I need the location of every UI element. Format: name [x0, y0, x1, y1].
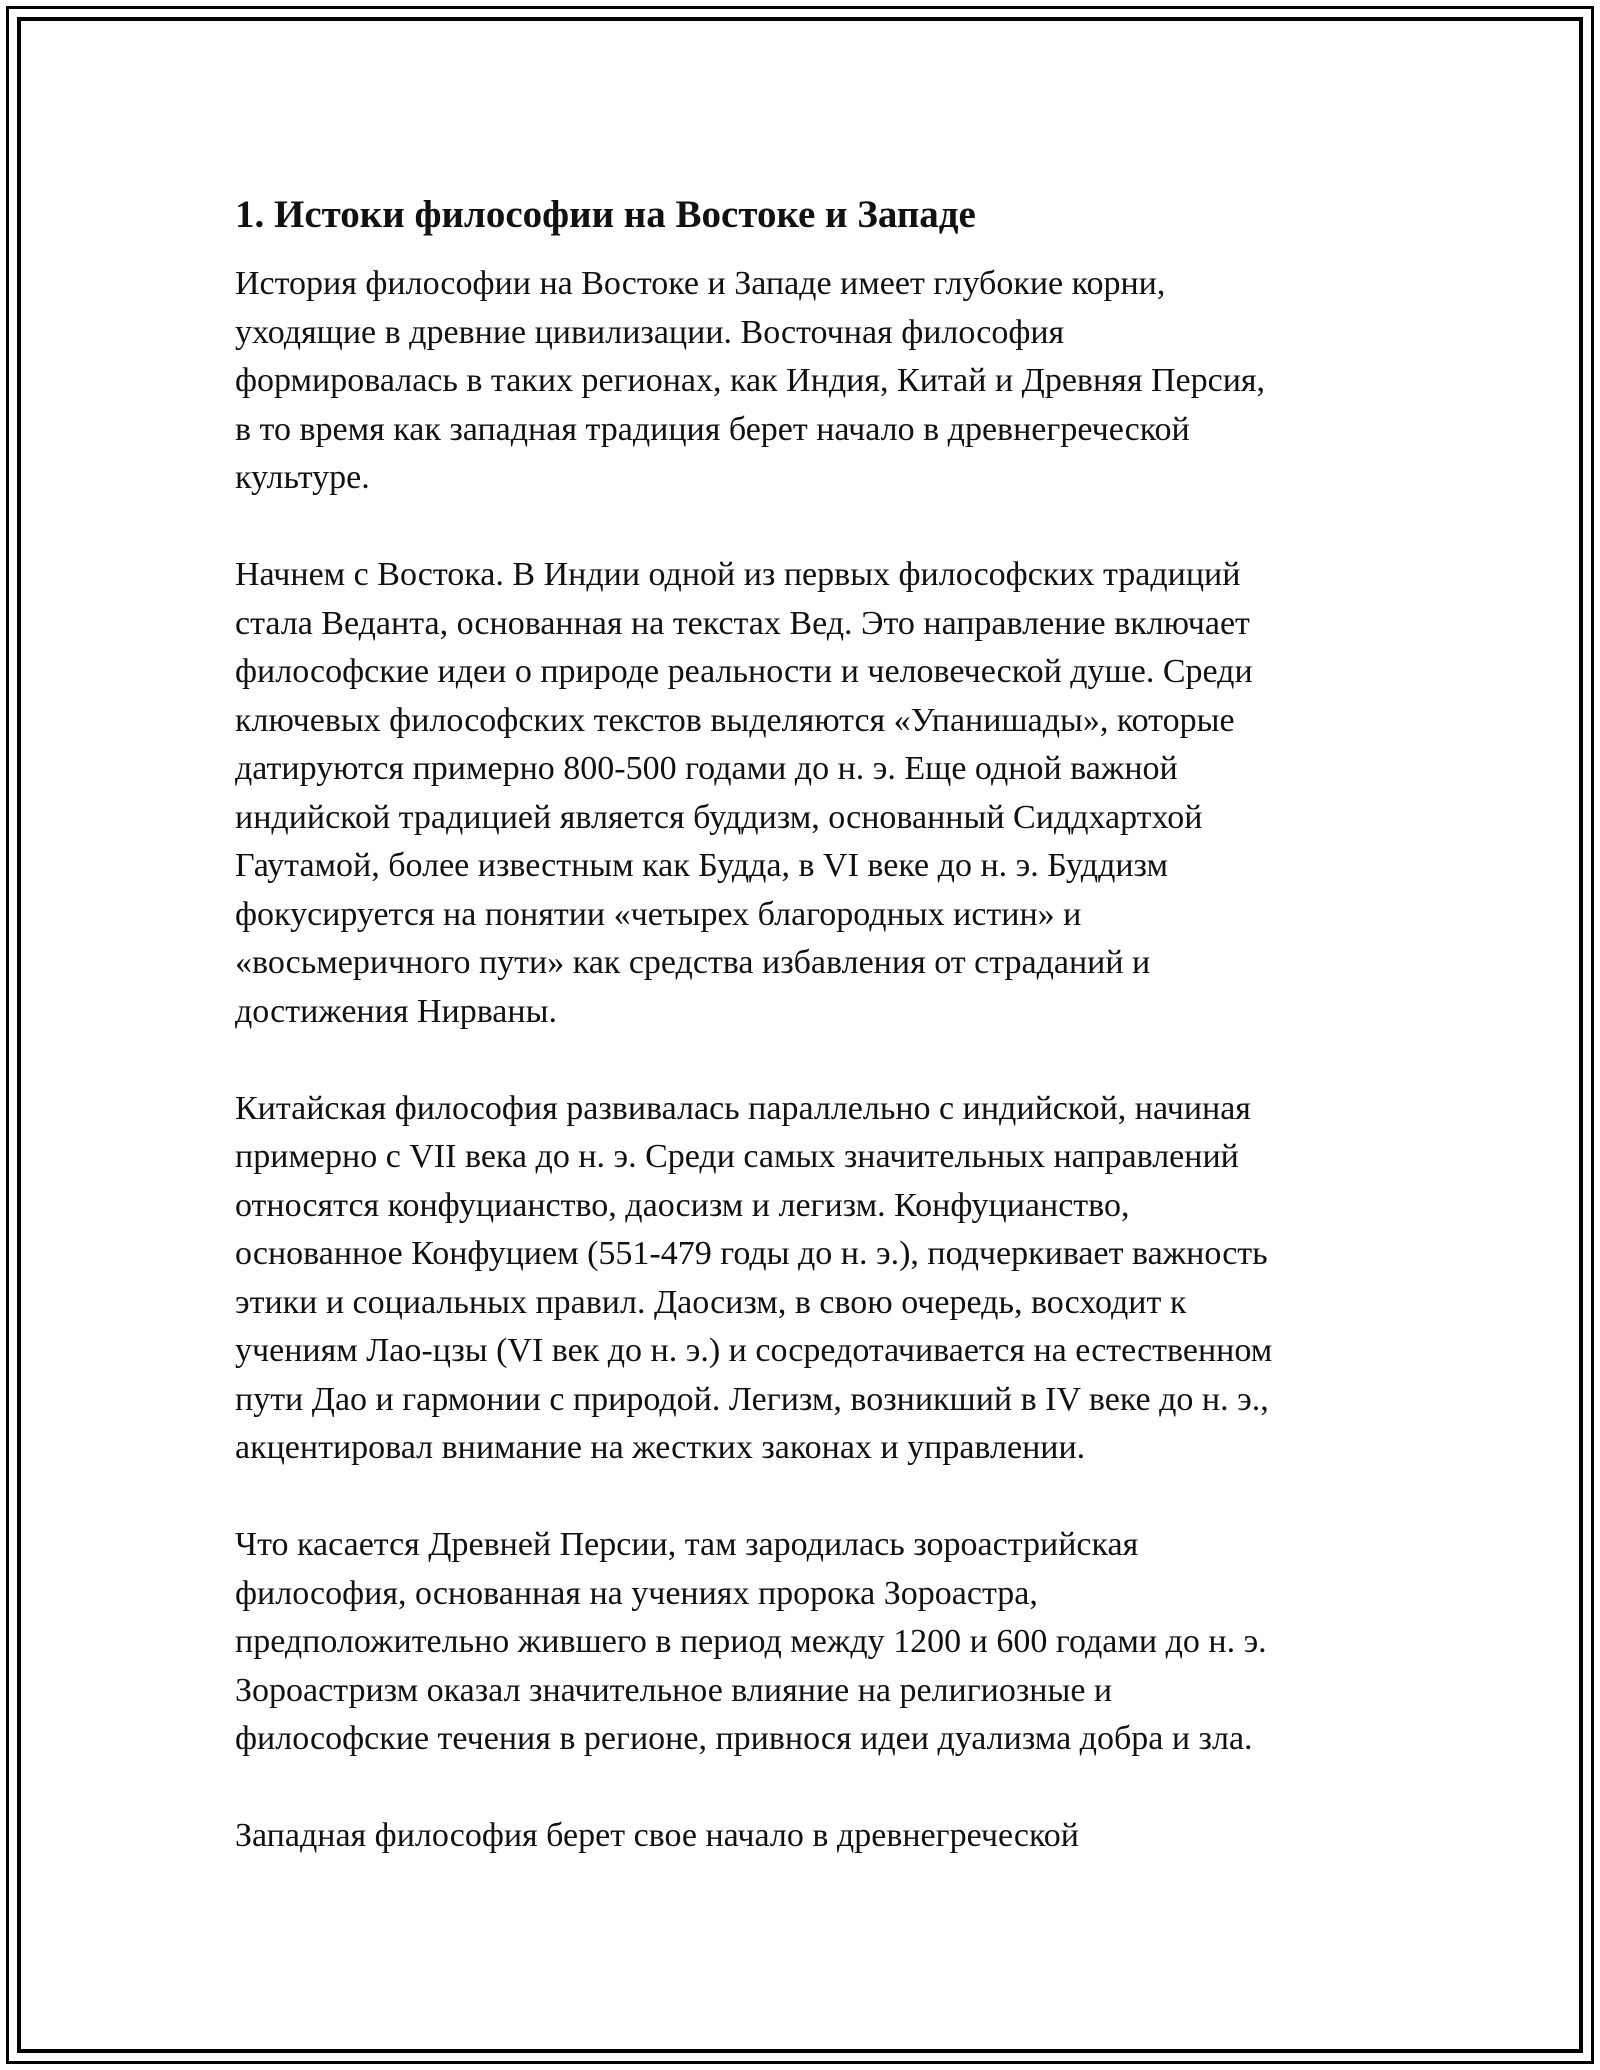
text-line: индийской традицией является буддизм, основанный Сиддхартхой — [235, 798, 1203, 836]
paragraph-persia — [235, 1521, 1370, 1764]
text-line: акцентировал внимание на жестких законах и управлении. — [235, 1429, 1086, 1466]
text-line: «восьмеричного пути» как средства избавления от страданий и — [235, 944, 1151, 981]
text-line: достижения Нирваны. — [235, 992, 557, 1030]
text-line: Что касается Древней Персии, там зародилась зороастрийская — [235, 1526, 1139, 1563]
text-line: Зороастризм оказал значительное влияние на религиозные и — [235, 1671, 1113, 1709]
text-line: философские течения в регионе, привнося идеи дуализма добра и зла. — [235, 1720, 1253, 1757]
text-line: Западная философия берет свое начало в древнегреческой — [235, 1817, 1079, 1854]
text-line: предположительно жившего в период между 1200 и 600 годами до н. э. — [235, 1623, 1267, 1660]
paragraph-west — [235, 1812, 1370, 1861]
text-line: пути Дао и гармонии с природой. Легизм, возникший в IV веке до н. э., — [235, 1380, 1269, 1418]
paragraph-gap — [235, 1764, 1370, 1813]
text-line: История философии на Востоке и Западе имеет глубокие корни, — [235, 265, 1166, 302]
text-line: Гаутамой, более известным как Будда, в VI веке до н. э. Буддизм — [235, 847, 1169, 884]
text-line: философские идеи о природе реальности и человеческой душе. Среди — [235, 653, 1253, 690]
document-content — [235, 180, 1370, 1861]
text-line: Начнем с Востока. В Индии одной из первых философских традиций — [235, 556, 1241, 593]
paragraph-gap — [235, 1036, 1370, 1085]
text-line: формировалась в таких регионах, как Индия, Китай и Древняя Персия, — [235, 362, 1266, 399]
text-line: философия, основанная на учениях пророка Зороастра, — [235, 1574, 1038, 1612]
text-line: примерно с VII века до н. э. Среди самых значительных направлений — [235, 1138, 1239, 1175]
text-line: учениям Лао-цзы (VI век до н. э.) и сосредотачивается на естественном — [235, 1332, 1273, 1369]
text-line: относятся конфуцианство, даосизм и легизм. Конфуцианство, — [235, 1186, 1130, 1224]
paragraph-gap — [235, 1473, 1370, 1522]
paragraph-gap — [235, 503, 1370, 552]
paragraph-intro — [235, 260, 1370, 503]
text-line: датируются примерно 800-500 годами до н. э. Еще одной важной — [235, 750, 1178, 787]
section-title: 1. Истоки философии на Востоке и Западе — [235, 193, 976, 236]
paragraph-china — [235, 1085, 1370, 1473]
text-line: стала Веданта, основанная на текстах Вед. Это направление включает — [235, 604, 1250, 642]
text-line: фокусируется на понятии «четырех благородных истин» и — [235, 895, 1082, 933]
text-line: этики и социальных правил. Даосизм, в свою очередь, восходит к — [235, 1283, 1187, 1321]
text-line: культуре. — [235, 459, 370, 496]
text-line: ключевых философских текстов выделяются «Упанишады», которые — [235, 701, 1235, 739]
text-line: уходящие в древние цивилизации. Восточная философия — [235, 313, 1065, 351]
text-line: основанное Конфуцием (551-479 годы до н. э.), подчеркивает важность — [235, 1235, 1268, 1272]
text-line: Китайская философия развивалась параллельно с индийской, начиная — [235, 1089, 1251, 1127]
paragraph-india — [235, 551, 1370, 1036]
text-line: в то время как западная традиция берет начало в древнегреческой — [235, 410, 1190, 448]
